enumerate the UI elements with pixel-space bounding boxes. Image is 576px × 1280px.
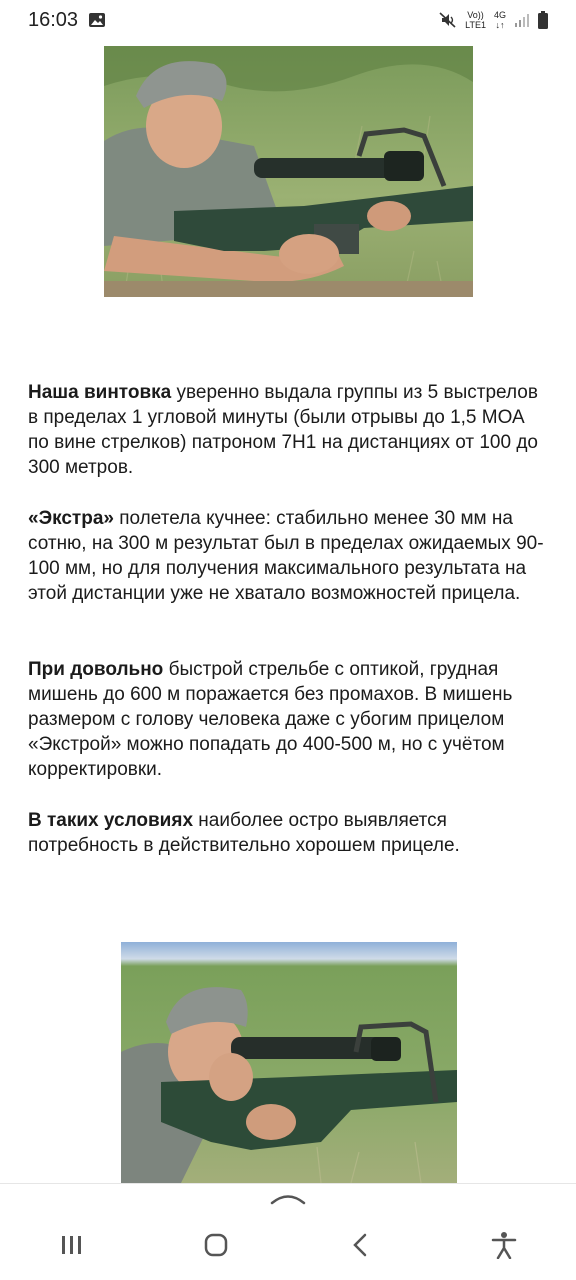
recents-icon <box>60 1234 84 1256</box>
paragraph-3 <box>28 657 548 782</box>
battery-icon <box>538 11 548 29</box>
mute-icon <box>439 12 457 28</box>
chevron-up-icon <box>268 1190 308 1206</box>
paragraph-3-lead: При довольно <box>28 659 164 680</box>
status-right <box>439 10 548 30</box>
status-bar <box>0 0 576 40</box>
expand-handle[interactable] <box>268 1190 308 1206</box>
paragraph-4 <box>28 808 548 858</box>
paragraph-4-text: наиболее остро выявляется потребность в действительно хорошем прицеле. <box>28 810 460 856</box>
home-icon <box>203 1232 229 1258</box>
article-photo-bottom <box>121 942 457 1183</box>
nav-divider <box>0 1183 576 1184</box>
accessibility-button[interactable] <box>474 1215 534 1275</box>
network-type: 4G ↓↑ <box>493 10 506 30</box>
status-left <box>28 9 106 32</box>
navigation-bar <box>0 1210 576 1280</box>
paragraph-1-lead: Наша винтовка <box>28 382 172 403</box>
paragraph-2-text: полетела кучнее: стабильно менее 30 мм на сотню, на 300 м результат был в пределах ожидаемых 90-100 мм, но для получения максимального результата на этой дистанции уже не хватало возможностей прицела. <box>28 508 544 604</box>
home-button[interactable] <box>186 1215 246 1275</box>
back-icon <box>351 1232 369 1258</box>
paragraph-1-text: уверенно выдала группы из 5 выстрелов в пределах 1 угловой минуты (были отрывы до 1,5 МОА по вине стрелков) патроном 7Н1 на дистанциях от 100 до 300 метров. <box>28 382 538 478</box>
paragraph-2-lead: «Экстра» <box>28 508 114 529</box>
clock: 16:03 <box>28 8 79 31</box>
volte-indicator: Vo)) LTE1 <box>465 10 486 30</box>
article-photo-top <box>104 46 473 297</box>
paragraph-1 <box>28 380 548 480</box>
back-button[interactable] <box>330 1215 390 1275</box>
recents-button[interactable] <box>42 1215 102 1275</box>
accessibility-icon <box>491 1231 517 1259</box>
gallery-notification-icon <box>88 12 106 28</box>
paragraph-4-lead: В таких условиях <box>28 810 194 831</box>
paragraph-3-text: быстрой стрельбе с оптикой, грудная мишень до 600 м поражается без промахов. В мишень размером с голову человека даже с убогим прицелом «Экстрой» можно попадать до 400-500 м, но с учётом корректировки. <box>28 659 513 780</box>
signal-icon <box>514 13 530 27</box>
paragraph-2 <box>28 506 548 606</box>
